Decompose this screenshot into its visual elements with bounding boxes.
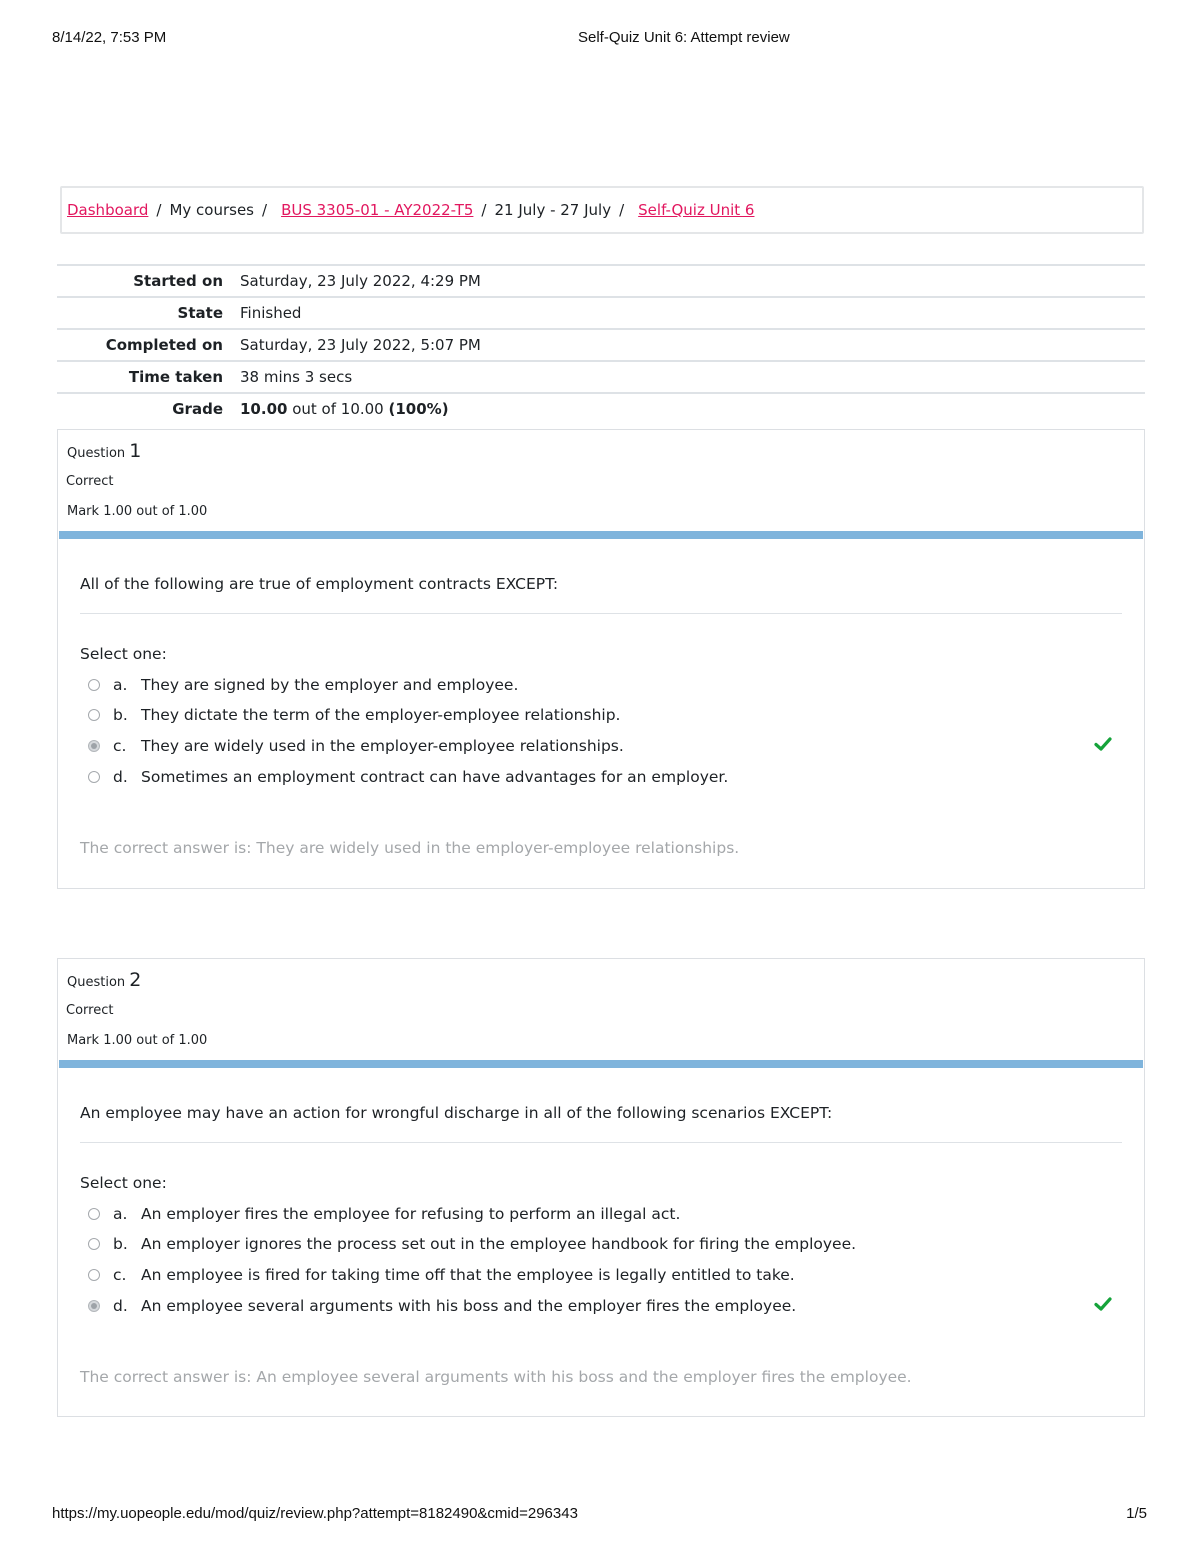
question-text: All of the following are true of employment contracts EXCEPT: [80,575,559,593]
summary-label: State [177,304,223,322]
breadcrumb [60,186,1144,234]
question-number [67,440,141,462]
question-info [58,430,1144,531]
option-letter: c. [113,1266,127,1284]
print-footer [0,1505,1200,1525]
option-letter: c. [113,737,127,755]
question-1 [57,429,1145,889]
summary-label: Completed on [105,336,223,354]
print-datetime: 8/14/22, 7:53 PM [52,29,167,46]
check-icon [1094,1295,1112,1313]
option-text: An employer fires the employee for refusing to perform an illegal act. [141,1205,681,1223]
grade-percent: (100%) [388,400,449,418]
question-rule [80,613,1122,614]
question-2 [57,958,1145,1417]
question-prefix: Question [67,975,126,990]
question-feedback [58,1348,1144,1414]
summary-row [57,329,1145,361]
radio-button[interactable] [88,1208,100,1220]
breadcrumb-separator: / [156,201,162,219]
question-mark: Mark 1.00 out of 1.00 [67,1033,208,1048]
option-letter: a. [113,676,128,694]
answer-option[interactable] [88,768,728,786]
radio-button-checked[interactable] [88,1300,100,1312]
option-letter: b. [113,1235,128,1253]
summary-label: Started on [133,272,223,290]
answer-option-selected[interactable] [88,737,624,755]
option-text: They are signed by the employer and employee. [141,676,519,694]
question-rule [80,1142,1122,1143]
answer-option[interactable] [88,706,620,724]
question-state: Correct [66,474,114,489]
question-text: An employee may have an action for wrongful discharge in all of the following scenarios EXCEPT: [80,1104,833,1122]
option-letter: d. [113,768,128,786]
option-letter: d. [113,1297,128,1315]
breadcrumb-quiz-link[interactable]: Self-Quiz Unit 6 [638,201,755,219]
answer-option[interactable] [88,676,518,694]
option-text: An employee several arguments with his boss and the employer fires the employee. [141,1297,797,1315]
breadcrumb-course-link[interactable]: BUS 3305-01 - AY2022-T5 [281,201,474,219]
option-text: An employer ignores the process set out in the employee handbook for firing the employee. [141,1235,857,1253]
grade-score: 10.00 [240,400,288,418]
question-feedback [58,819,1144,885]
radio-button[interactable] [88,771,100,783]
answer-option[interactable] [88,1266,795,1284]
print-page-title: Self-Quiz Unit 6: Attempt review [578,29,790,46]
correct-answer-text: The correct answer is: An employee several arguments with his boss and the employer fires the employee. [80,1368,912,1386]
print-header [0,29,1200,49]
answer-option-selected[interactable] [88,1297,796,1315]
summary-row-grade [57,393,1145,424]
question-content [58,1068,1144,1348]
question-divider-bar [59,1060,1143,1068]
breadcrumb-my-courses: My courses [169,201,254,219]
question-number [67,969,141,991]
question-number-value: 2 [129,969,142,991]
summary-row [57,361,1145,393]
answer-prompt: Select one: [80,645,167,663]
radio-button-checked[interactable] [88,740,100,752]
answer-option[interactable] [88,1205,680,1223]
summary-value: Saturday, 23 July 2022, 5:07 PM [240,336,481,354]
breadcrumb-dashboard-link[interactable]: Dashboard [67,201,149,219]
check-icon [1094,735,1112,753]
radio-button[interactable] [88,709,100,721]
summary-value: 38 mins 3 secs [240,368,353,386]
option-letter: a. [113,1205,128,1223]
question-number-value: 1 [129,440,142,462]
print-url: https://my.uopeople.edu/mod/quiz/review.php?attempt=8182490&cmid=296343 [52,1505,578,1522]
radio-button[interactable] [88,1269,100,1281]
grade-out-of: out of 10.00 [287,400,389,418]
answer-prompt: Select one: [80,1174,167,1192]
option-text: They dictate the term of the employer-employee relationship. [141,706,621,724]
breadcrumb-separator: / [262,201,268,219]
breadcrumb-separator: / [619,201,625,219]
question-info [58,959,1144,1060]
correct-answer-text: The correct answer is: They are widely used in the employer-employee relationships. [80,839,740,857]
summary-value: Finished [240,304,302,322]
attempt-summary-table [57,264,1145,424]
breadcrumb-week: 21 July - 27 July [494,201,612,219]
question-mark: Mark 1.00 out of 1.00 [67,504,208,519]
option-letter: b. [113,706,128,724]
breadcrumb-separator: / [481,201,487,219]
option-text: Sometimes an employment contract can have advantages for an employer. [141,768,729,786]
option-text: They are widely used in the employer-employee relationships. [141,737,624,755]
answer-option[interactable] [88,1235,856,1253]
question-state: Correct [66,1003,114,1018]
question-divider-bar [59,531,1143,539]
summary-row [57,297,1145,329]
grade-label: Grade [172,400,223,418]
summary-value: Saturday, 23 July 2022, 4:29 PM [240,272,481,290]
radio-button[interactable] [88,679,100,691]
question-prefix: Question [67,446,126,461]
summary-label: Time taken [128,368,223,386]
question-content [58,539,1144,819]
print-page-number: 1/5 [1126,1505,1147,1522]
option-text: An employee is fired for taking time off that the employee is legally entitled to take. [141,1266,795,1284]
summary-row [57,265,1145,297]
grade-value [223,393,1145,424]
radio-button[interactable] [88,1238,100,1250]
